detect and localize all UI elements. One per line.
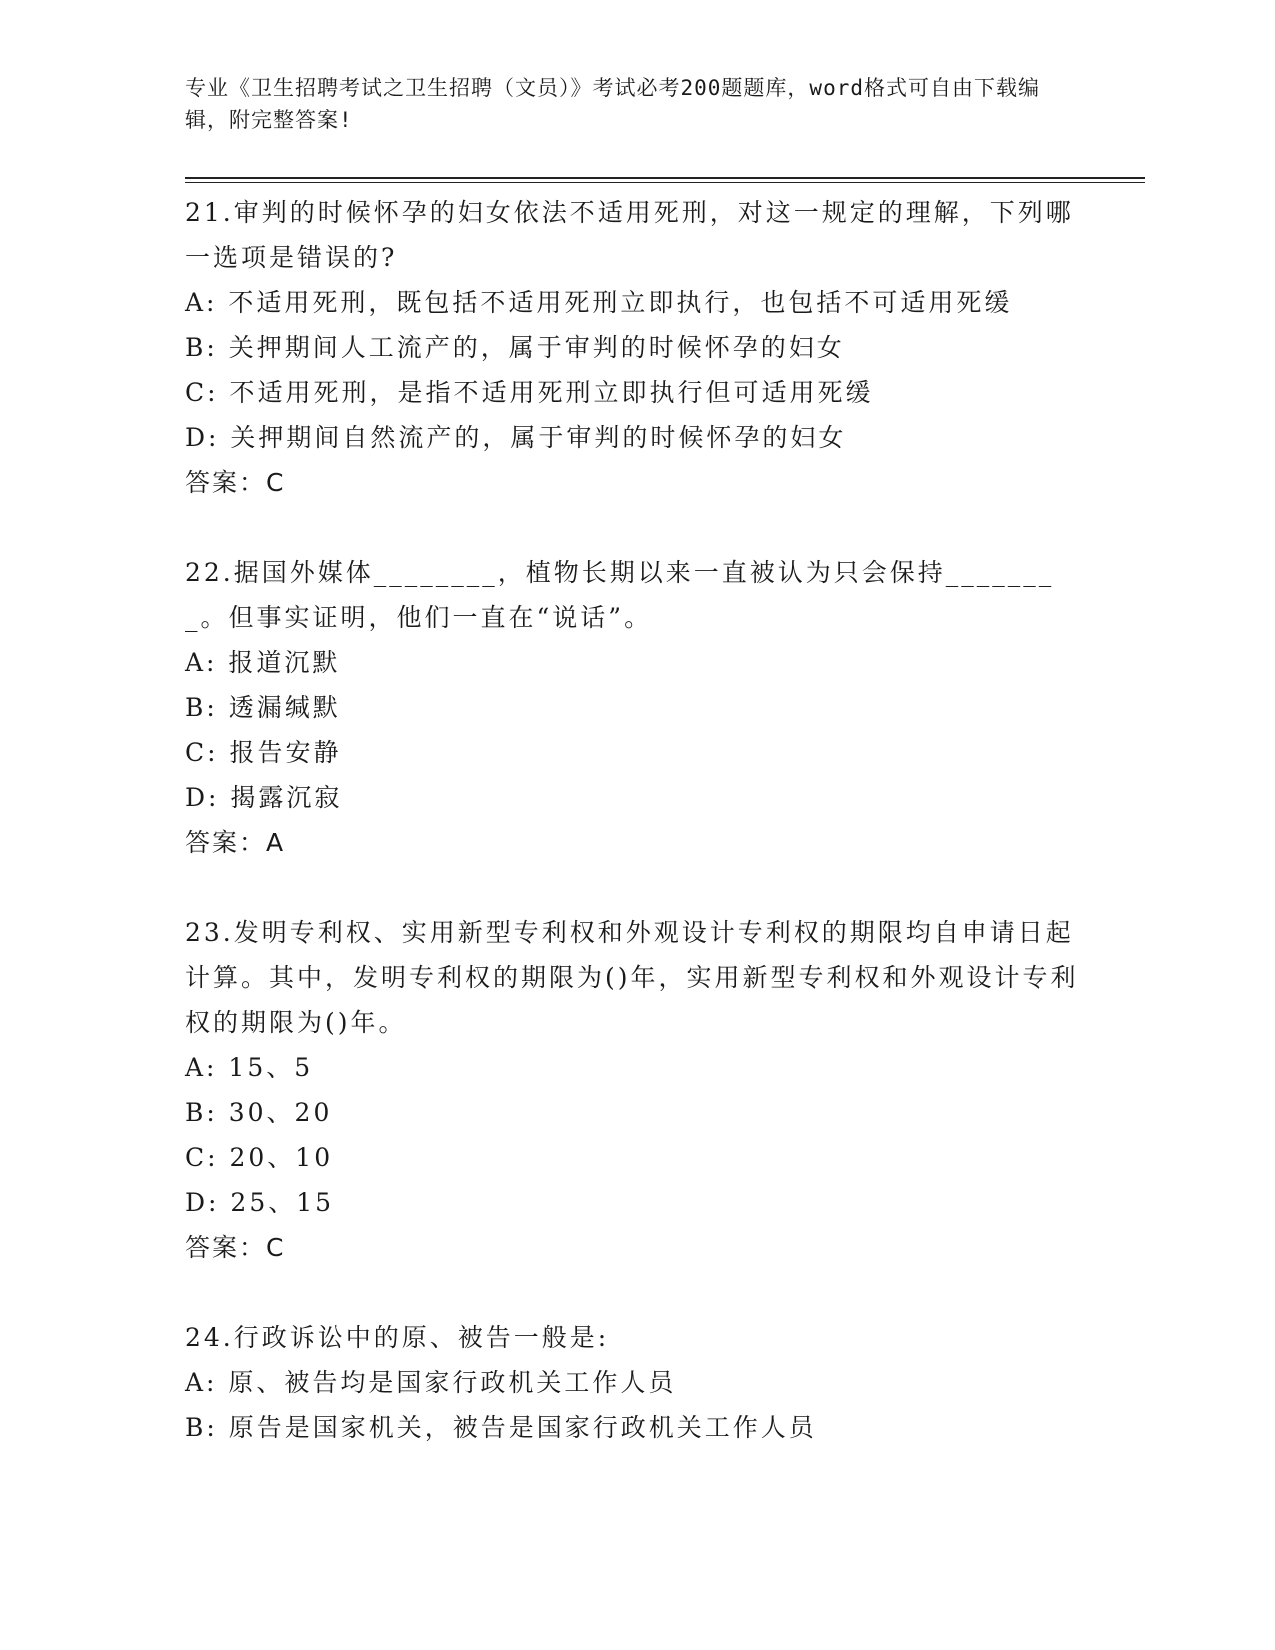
header-divider xyxy=(185,177,1145,179)
option-b: B: 关押期间人工流产的，属于审判的时候怀孕的妇女 xyxy=(185,333,845,362)
option-a: A: 原、被告均是国家行政机关工作人员 xyxy=(185,1368,677,1397)
question-stem: 24.行政诉讼中的原、被告一般是: xyxy=(185,1323,610,1352)
option-d: D: 揭露沉寂 xyxy=(185,783,343,812)
option-b: B: 原告是国家机关，被告是国家行政机关工作人员 xyxy=(185,1413,817,1442)
option-b: B: 30、20 xyxy=(185,1098,333,1127)
option-a: A: 报道沉默 xyxy=(185,648,341,677)
question-21 xyxy=(185,190,1085,505)
option-c: C: 报告安静 xyxy=(185,738,342,767)
header-divider-thin xyxy=(185,182,1145,183)
question-24 xyxy=(185,1315,1085,1450)
question-23 xyxy=(185,910,1085,1270)
option-a: A: 不适用死刑，既包括不适用死刑立即执行，也包括不可适用死缓 xyxy=(185,288,1013,317)
question-stem: 23.发明专利权、实用新型专利权和外观设计专利权的期限均自申请日起计算。其中，发明专利权的期限为()年，实用新型专利权和外观设计专利权的期限为()年。 xyxy=(185,918,1079,1037)
spacer xyxy=(185,1270,1085,1315)
option-b: B: 透漏缄默 xyxy=(185,693,341,722)
option-c: C: 不适用死刑，是指不适用死刑立即执行但可适用死缓 xyxy=(185,378,874,407)
option-c: C: 20、10 xyxy=(185,1143,334,1172)
answer-line: 答案：C xyxy=(185,1233,286,1262)
question-22 xyxy=(185,550,1085,865)
option-d: D: 关押期间自然流产的，属于审判的时候怀孕的妇女 xyxy=(185,423,847,452)
option-d: D: 25、15 xyxy=(185,1188,335,1217)
question-list xyxy=(185,190,1085,1450)
answer-line: 答案：A xyxy=(185,828,286,857)
spacer xyxy=(185,505,1085,550)
option-a: A: 15、5 xyxy=(185,1053,314,1082)
spacer xyxy=(185,865,1085,910)
answer-line: 答案：C xyxy=(185,468,286,497)
question-stem: 22.据国外媒体________，植物长期以来一直被认为只会保持________。但事实证明，他们一直在“说话”。 xyxy=(185,558,1055,632)
document-header: 专业《卫生招聘考试之卫生招聘（文员）》考试必考200题题库，word格式可自由下载编辑，附完整答案! xyxy=(185,76,1040,132)
question-stem: 21.审判的时候怀孕的妇女依法不适用死刑，对这一规定的理解，下列哪一选项是错误的? xyxy=(185,198,1074,272)
